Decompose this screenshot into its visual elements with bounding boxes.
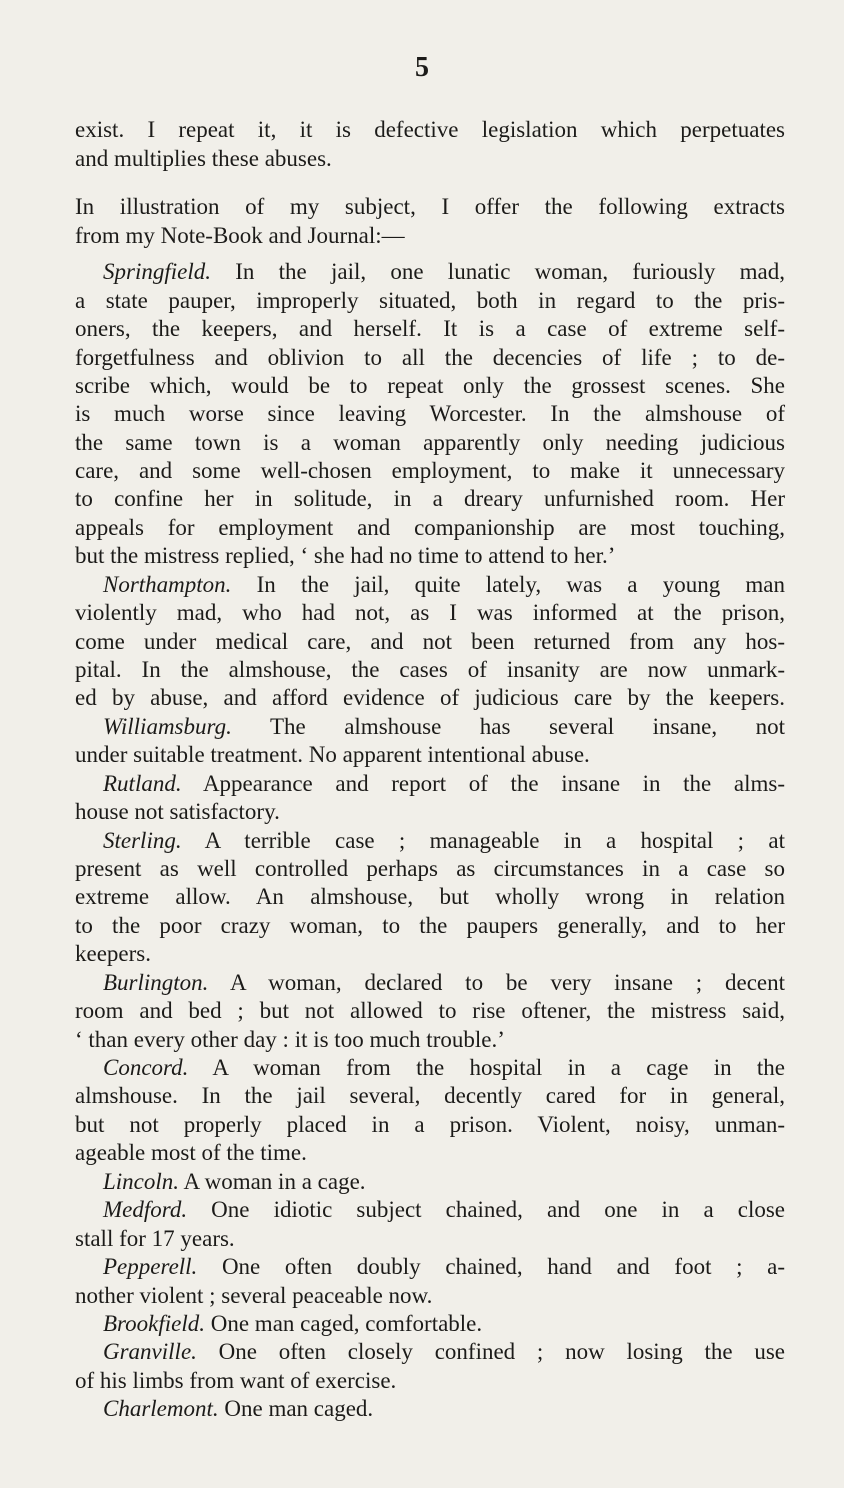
line-text: but not properly placed in a prison. Violent, noisy, unman- bbox=[75, 1112, 785, 1137]
text-line bbox=[75, 628, 785, 656]
place-name: Rutland. bbox=[103, 771, 182, 796]
line-text: scribe which, would be to repeat only the grossest scenes. She bbox=[75, 373, 785, 398]
line-text: In illustration of my subject, I offer the following extracts bbox=[75, 194, 785, 219]
place-name: Sterling. bbox=[103, 828, 182, 853]
line-text: of his limbs from want of exercise. bbox=[75, 1368, 397, 1393]
line-text: A woman in a cage. bbox=[179, 1169, 366, 1194]
text-line bbox=[103, 1054, 785, 1082]
place-name: Granville. bbox=[103, 1339, 197, 1364]
text-line bbox=[75, 485, 785, 513]
line-text: In the jail, quite lately, was a young man bbox=[231, 572, 785, 597]
line-text: pital. In the almshouse, the cases of insanity are now unmark- bbox=[75, 657, 785, 682]
text-line bbox=[75, 372, 785, 400]
text-line bbox=[75, 1282, 785, 1310]
line-text: ‘ than every other day : it is too much trouble.’ bbox=[75, 1027, 505, 1052]
line-text: ed by abuse, and afford evidence of judicious care by the keepers. bbox=[75, 685, 785, 710]
text-line bbox=[75, 344, 785, 372]
text-line bbox=[75, 400, 785, 428]
line-text: One often closely confined ; now losing the use bbox=[196, 1339, 785, 1364]
text-line bbox=[103, 969, 785, 997]
line-text: and multiplies these abuses. bbox=[75, 146, 332, 171]
place-name: Burlington. bbox=[103, 970, 209, 995]
text-line bbox=[75, 1367, 785, 1395]
line-text: appeals for employment and companionship are most touching, bbox=[75, 515, 785, 540]
text-line bbox=[75, 599, 785, 627]
text-line bbox=[75, 741, 785, 769]
text-line bbox=[103, 827, 785, 855]
line-text: is much worse since leaving Worcester. In the almshouse of bbox=[75, 401, 785, 426]
place-name: Northampton. bbox=[103, 572, 232, 597]
text-line bbox=[75, 1026, 785, 1054]
page-number: 5 bbox=[415, 52, 429, 83]
line-text: to the poor crazy woman, to the paupers generally, and to her bbox=[75, 913, 785, 938]
text-line bbox=[75, 514, 785, 542]
text-line bbox=[75, 656, 785, 684]
text-line bbox=[75, 1111, 785, 1139]
text-line bbox=[75, 1139, 785, 1167]
line-text: One man caged, comfortable. bbox=[204, 1311, 483, 1336]
line-text: extreme allow. An almshouse, but wholly wrong in relation bbox=[75, 884, 785, 909]
text-line bbox=[103, 258, 785, 286]
text-line bbox=[75, 145, 785, 173]
line-text: under suitable treatment. No apparent intentional abuse. bbox=[75, 742, 590, 767]
line-text: ageable most of the time. bbox=[75, 1140, 307, 1165]
text-line bbox=[75, 912, 785, 940]
text-line bbox=[103, 1196, 785, 1224]
line-text: violently mad, who had not, as I was informed at the prison, bbox=[75, 600, 785, 625]
text-line bbox=[75, 116, 785, 144]
line-text: In the jail, one lunatic woman, furiously mad, bbox=[210, 259, 785, 284]
text-line bbox=[75, 940, 785, 968]
text-line bbox=[75, 222, 785, 250]
line-text: care, and some well-chosen employment, to make it unnecessary bbox=[75, 458, 785, 483]
line-text: exist. I repeat it, it is defective legislation which perpetuates bbox=[75, 117, 785, 142]
line-text: A woman from the hospital in a cage in the bbox=[188, 1055, 785, 1080]
place-name: Brookfield. bbox=[103, 1311, 205, 1336]
text-line bbox=[75, 315, 785, 343]
line-text: the same town is a woman apparently only needing judicious bbox=[75, 430, 785, 455]
line-text: The almshouse has several insane, not bbox=[231, 714, 785, 739]
place-name: Williamsburg. bbox=[103, 714, 232, 739]
place-name: Charlemont. bbox=[103, 1396, 219, 1421]
text-line bbox=[103, 1310, 785, 1338]
place-name: Lincoln. bbox=[103, 1169, 180, 1194]
text-line bbox=[75, 457, 785, 485]
text-line bbox=[75, 997, 785, 1025]
text-line bbox=[75, 883, 785, 911]
line-text: A terrible case ; manageable in a hospital ; at bbox=[181, 828, 785, 853]
line-text: from my Note-Book and Journal:— bbox=[75, 223, 405, 248]
line-text: One idiotic subject chained, and one in a close bbox=[187, 1197, 785, 1222]
place-name: Concord. bbox=[103, 1055, 189, 1080]
text-line bbox=[75, 193, 785, 221]
text-line bbox=[75, 855, 785, 883]
text-line bbox=[103, 713, 785, 741]
line-text: house not satisfactory. bbox=[75, 799, 280, 824]
text-line bbox=[75, 429, 785, 457]
place-name: Pepperell. bbox=[103, 1254, 198, 1279]
line-text: to confine her in solitude, in a dreary unfurnished room. Her bbox=[75, 486, 785, 511]
text-line bbox=[103, 1253, 785, 1281]
text-line bbox=[75, 798, 785, 826]
line-text: One man caged. bbox=[218, 1396, 374, 1421]
text-line bbox=[103, 1338, 785, 1366]
text-line bbox=[75, 684, 785, 712]
line-text: but the mistress replied, ‘ she had no time to attend to her.’ bbox=[75, 543, 616, 568]
line-text: One often doubly chained, hand and foot ; a- bbox=[197, 1254, 785, 1279]
line-text: Appearance and report of the insane in the alms- bbox=[181, 771, 785, 796]
place-name: Springfield. bbox=[103, 259, 211, 284]
line-text: present as well controlled perhaps as circumstances in a case so bbox=[75, 856, 785, 881]
line-text: come under medical care, and not been returned from any hos- bbox=[75, 629, 785, 654]
text-line bbox=[75, 287, 785, 315]
line-text: nother violent ; several peaceable now. bbox=[75, 1283, 433, 1308]
text-line bbox=[103, 1168, 785, 1196]
line-text: keepers. bbox=[75, 941, 151, 966]
line-text: oners, the keepers, and herself. It is a case of extreme self- bbox=[75, 316, 785, 341]
place-name: Medford. bbox=[103, 1197, 188, 1222]
text-line bbox=[75, 542, 785, 570]
line-text: forgetfulness and oblivion to all the decencies of life ; to de- bbox=[75, 345, 785, 370]
line-text: room and bed ; but not allowed to rise oftener, the mistress said, bbox=[75, 998, 785, 1023]
line-text: almshouse. In the jail several, decently cared for in general, bbox=[75, 1083, 785, 1108]
line-text: A woman, declared to be very insane ; decent bbox=[208, 970, 785, 995]
text-line bbox=[103, 1395, 785, 1423]
text-line bbox=[75, 1082, 785, 1110]
line-text: a state pauper, improperly situated, both in regard to the pris- bbox=[75, 288, 785, 313]
text-line bbox=[103, 770, 785, 798]
text-line bbox=[103, 571, 785, 599]
text-line bbox=[75, 1225, 785, 1253]
line-text: stall for 17 years. bbox=[75, 1226, 235, 1251]
